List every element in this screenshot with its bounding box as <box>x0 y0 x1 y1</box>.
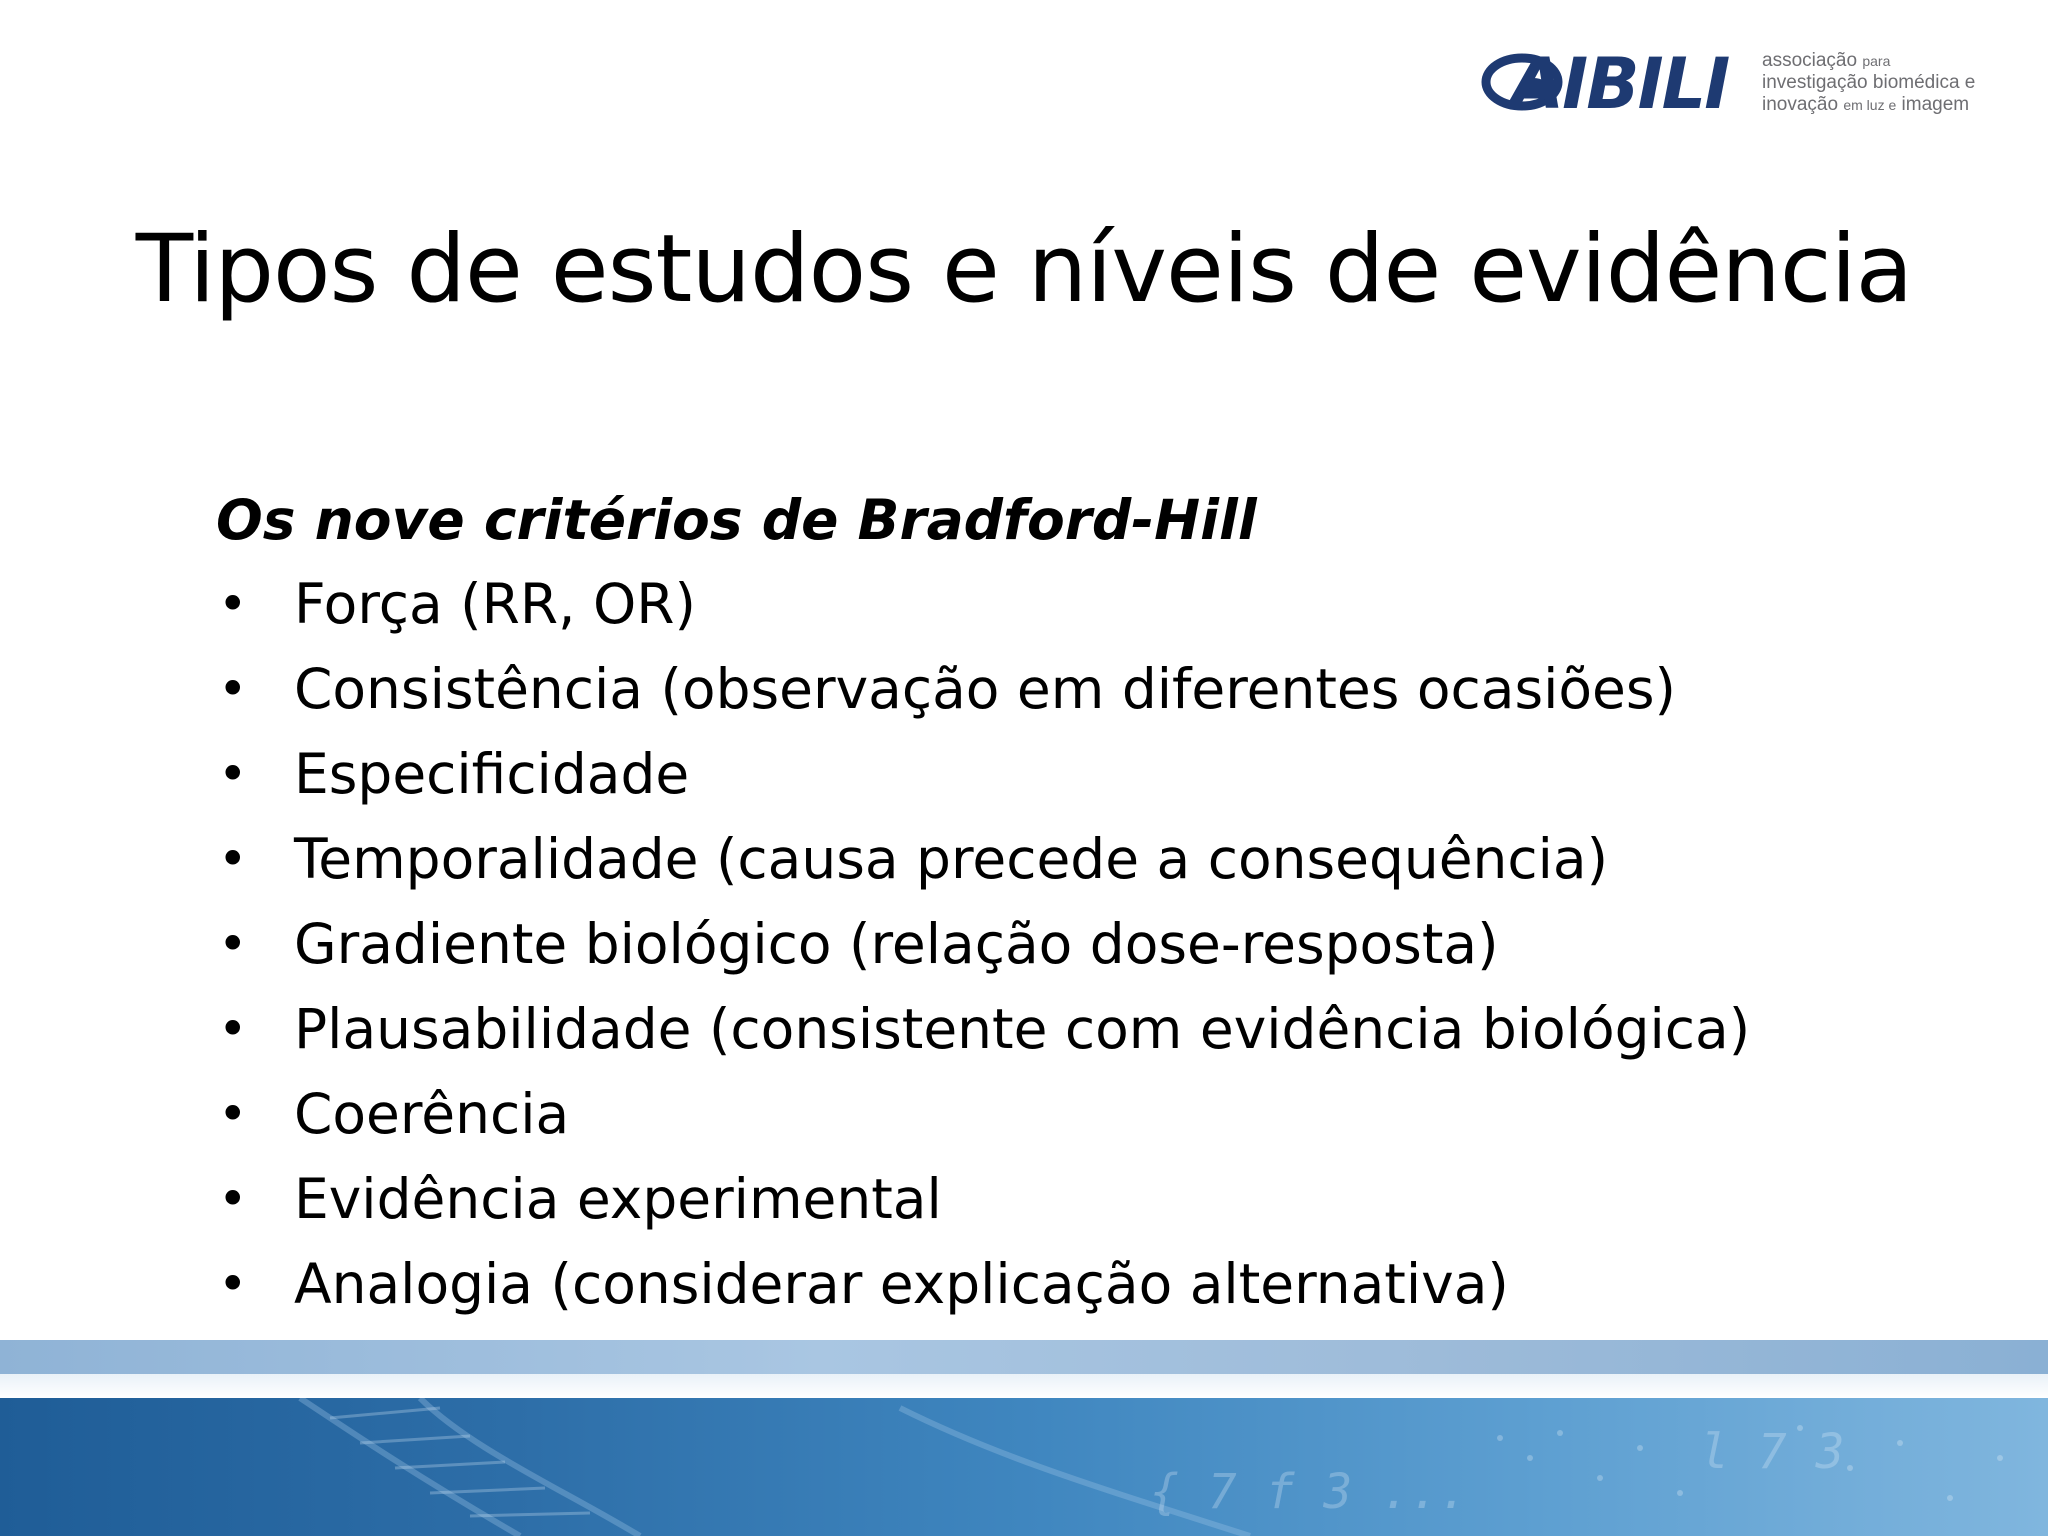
criteria-item-text: Especificidade <box>294 742 690 806</box>
footer-band-image <box>0 1398 2048 1536</box>
logo-tagline-line3-end: imagem <box>1901 94 1970 115</box>
svg-text:{ 7 f 3 ...: { 7 f 3 ... <box>1150 1464 1468 1520</box>
logo-brand-text: AIBILI <box>1510 43 1729 125</box>
bullet-icon: • <box>218 1255 248 1313</box>
footer-band-strip <box>0 1340 2048 1374</box>
bullet-icon: • <box>218 1170 248 1228</box>
bullet-icon: • <box>218 1000 248 1058</box>
criteria-item-text: Evidência experimental <box>294 1167 942 1231</box>
aibili-logo <box>1476 38 2016 128</box>
criteria-item-text: Gradiente biológico (relação dose-resposta) <box>294 912 1499 976</box>
slide-title: Tipos de estudos e níveis de evidência <box>135 215 1913 324</box>
logo-tagline-line1: associação <box>1762 50 1858 71</box>
logo-tagline-line3-small: em luz e <box>1843 97 1897 113</box>
criteria-heading: Os nove critérios de Bradford-Hill <box>216 488 1257 552</box>
criteria-item <box>216 647 1996 732</box>
logo-tagline-line1-small: para <box>1862 53 1891 69</box>
svg-text:l 7 3: l 7 3 <box>1700 1424 1845 1480</box>
criteria-item <box>216 1072 1996 1157</box>
criteria-item <box>216 987 1996 1072</box>
bullet-icon: • <box>218 830 248 888</box>
criteria-item-text: Consistência (observação em diferentes ocasiões) <box>294 657 1676 721</box>
criteria-item <box>216 1157 1996 1242</box>
criteria-item-text: Plausabilidade (consistente com evidência biológica) <box>294 997 1751 1061</box>
bullet-icon: • <box>218 1085 248 1143</box>
aibili-logo-mark <box>1476 38 1756 128</box>
bullet-icon: • <box>218 915 248 973</box>
criteria-item-text: Temporalidade (causa precede a consequência) <box>294 827 1609 891</box>
slide-content <box>216 478 1996 1327</box>
dna-helix-icon <box>0 1398 2048 1536</box>
criteria-item <box>216 562 1996 647</box>
footer-band <box>0 1340 2048 1536</box>
criteria-item-text: Coerência <box>294 1082 570 1146</box>
criteria-list <box>216 562 1996 1327</box>
bullet-icon: • <box>218 660 248 718</box>
criteria-item-text: Analogia (considerar explicação alternativa) <box>294 1252 1509 1316</box>
bullet-icon: • <box>218 745 248 803</box>
criteria-item <box>216 817 1996 902</box>
criteria-item <box>216 902 1996 987</box>
criteria-item <box>216 732 1996 817</box>
criteria-item-text: Força (RR, OR) <box>294 572 696 636</box>
criteria-item <box>216 1242 1996 1327</box>
logo-tagline-line2: investigação biomédica e <box>1762 72 1976 93</box>
footer-band-gap <box>0 1374 2048 1398</box>
logo-tagline <box>1762 50 2022 116</box>
bullet-icon: • <box>218 575 248 633</box>
logo-tagline-line3: inovação <box>1762 94 1839 115</box>
